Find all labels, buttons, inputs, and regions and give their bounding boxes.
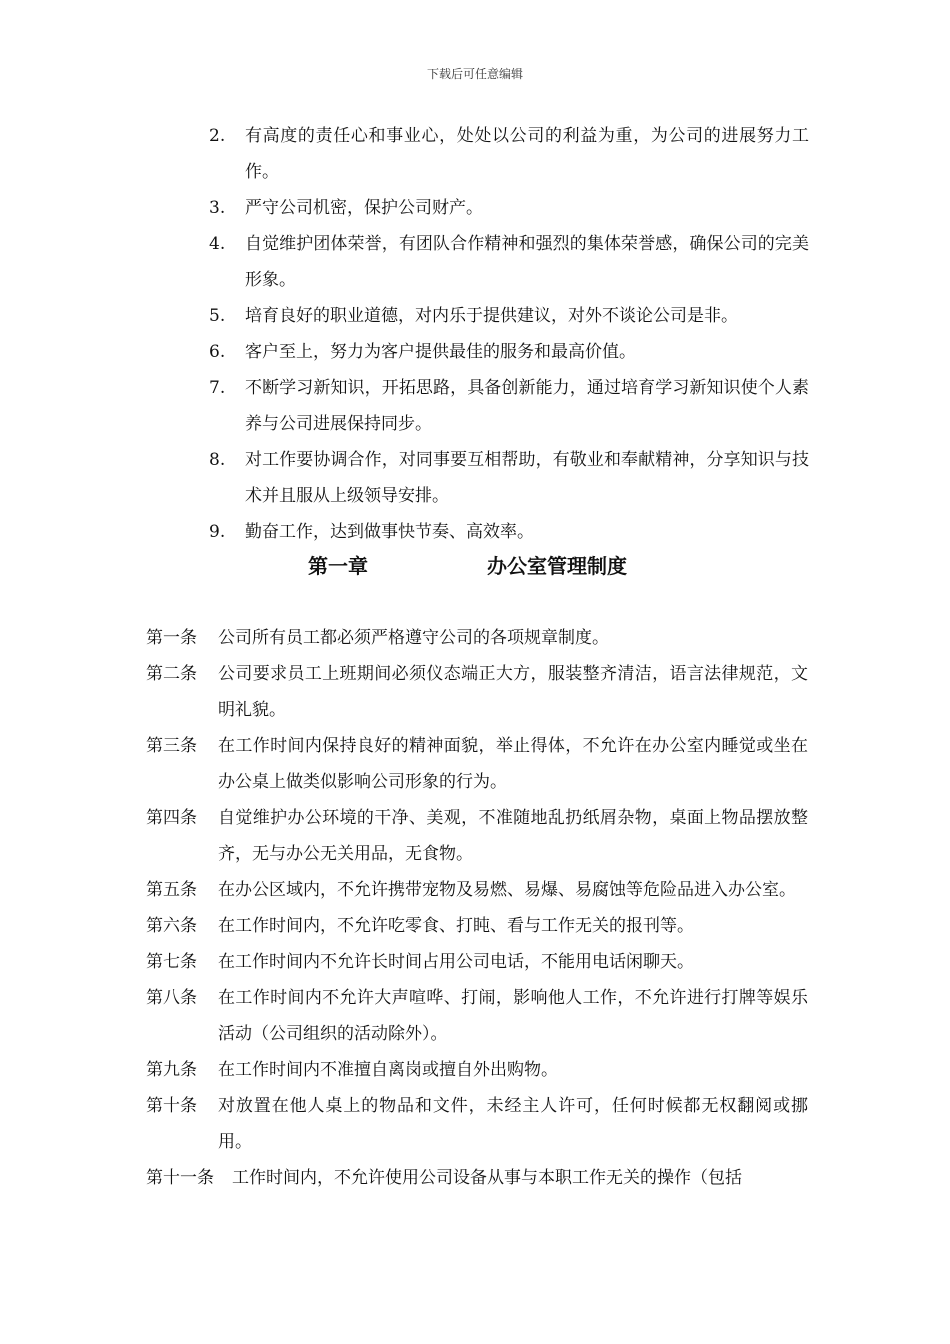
- list-item: [209, 442, 809, 514]
- chapter-title: 办公室管理制度: [487, 554, 627, 578]
- list-number: 8.: [209, 450, 226, 470]
- article-label: 第二条: [146, 664, 197, 684]
- list-number: 6.: [209, 342, 226, 362]
- list-number: 4.: [209, 234, 226, 254]
- article-label: 第四条: [146, 808, 197, 828]
- article: [146, 1052, 808, 1088]
- article: [146, 980, 808, 1052]
- page-header: 下载后可任意编辑: [426, 67, 523, 81]
- list-text: 客户至上，努力为客户提供最佳的服务和最高价值。: [245, 342, 636, 362]
- article: [146, 872, 808, 908]
- chapter-number: 第一章: [308, 554, 368, 578]
- article: [146, 908, 808, 944]
- article-text: 自觉维护办公环境的干净、美观，不准随地乱扔纸屑杂物，桌面上物品摆放整齐，无与办公无关用品，无食物。: [218, 808, 808, 864]
- list-number: 5.: [209, 306, 226, 326]
- list-item: [209, 118, 809, 190]
- list-text: 有高度的责任心和事业心，处处以公司的利益为重，为公司的进展努力工作。: [245, 126, 809, 182]
- article-text: 工作时间内，不允许使用公司设备从事与本职工作无关的操作（包括: [232, 1168, 742, 1188]
- article-label: 第九条: [146, 1060, 197, 1080]
- article-text: 对放置在他人桌上的物品和文件，未经主人许可，任何时候都无权翻阅或挪用。: [218, 1096, 808, 1152]
- article-text: 在工作时间内不允许长时间占用公司电话，不能用电话闲聊天。: [218, 952, 694, 972]
- article: [146, 656, 808, 728]
- article-list: [146, 620, 808, 1196]
- list-text: 不断学习新知识，开拓思路，具备创新能力，通过培育学习新知识使个人素养与公司进展保持同步。: [245, 378, 809, 434]
- article-text: 在工作时间内，不允许吃零食、打盹、看与工作无关的报刊等。: [218, 916, 694, 936]
- chapter-heading: [0, 548, 950, 584]
- list-text: 对工作要协调合作，对同事要互相帮助，有敬业和奉献精神，分享知识与技术并且服从上级领导安排。: [245, 450, 809, 506]
- list-number: 3.: [209, 198, 226, 218]
- list-text: 严守公司机密，保护公司财产。: [245, 198, 483, 218]
- list-number: 2.: [209, 126, 226, 146]
- numbered-list: [209, 118, 809, 550]
- article-text: 在工作时间内保持良好的精神面貌，举止得体，不允许在办公室内睡觉或坐在办公桌上做类似影响公司形象的行为。: [218, 736, 808, 792]
- list-text: 自觉维护团体荣誉，有团队合作精神和强烈的集体荣誉感，确保公司的完美形象。: [245, 234, 809, 290]
- article-text: 公司所有员工都必须严格遵守公司的各项规章制度。: [218, 628, 609, 648]
- article-text: 在工作时间内不允许大声喧哗、打闹，影响他人工作，不允许进行打牌等娱乐活动（公司组织的活动除外）。: [218, 988, 808, 1044]
- article-text: 在工作时间内不准擅自离岗或擅自外出购物。: [218, 1060, 558, 1080]
- article-label: 第十条: [146, 1096, 197, 1116]
- list-item: [209, 514, 809, 550]
- article: [146, 944, 808, 980]
- article: [146, 1160, 808, 1196]
- article-label: 第十一条: [146, 1168, 214, 1188]
- article-text: 公司要求员工上班期间必须仪态端正大方，服装整齐清洁，语言法律规范，文明礼貌。: [218, 664, 808, 720]
- list-number: 9.: [209, 522, 226, 542]
- list-item: [209, 190, 809, 226]
- list-item: [209, 370, 809, 442]
- article: [146, 1088, 808, 1160]
- article-label: 第八条: [146, 988, 197, 1008]
- list-item: [209, 226, 809, 298]
- article-label: 第七条: [146, 952, 197, 972]
- article-label: 第五条: [146, 880, 197, 900]
- list-text: 培育良好的职业道德，对内乐于提供建议，对外不谈论公司是非。: [245, 306, 738, 326]
- list-number: 7.: [209, 378, 226, 398]
- article: [146, 800, 808, 872]
- article: [146, 620, 808, 656]
- list-item: [209, 334, 809, 370]
- article-label: 第一条: [146, 628, 197, 648]
- article: [146, 728, 808, 800]
- list-text: 勤奋工作，达到做事快节奏、高效率。: [245, 522, 534, 542]
- article-label: 第六条: [146, 916, 197, 936]
- list-item: [209, 298, 809, 334]
- article-text: 在办公区域内，不允许携带宠物及易燃、易爆、易腐蚀等危险品进入办公室。: [218, 880, 796, 900]
- article-label: 第三条: [146, 736, 197, 756]
